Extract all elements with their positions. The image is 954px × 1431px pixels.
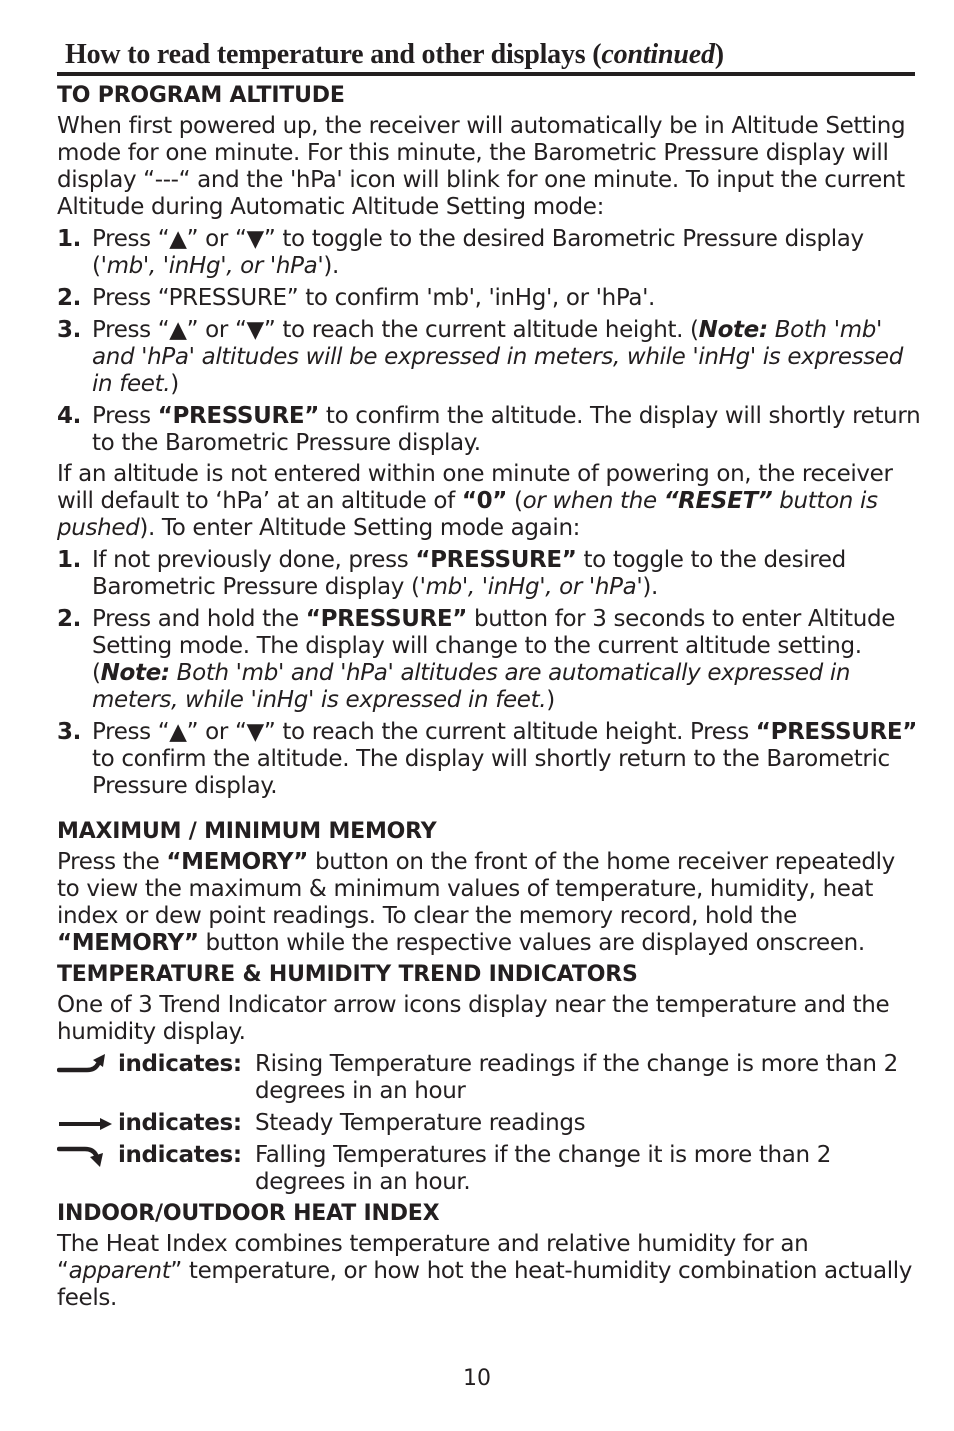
altitude-step [57,547,923,601]
para-text: ). To enter Altitude Setting mode again: [139,515,581,541]
title-rule [57,72,915,76]
page-number: 10 [463,1366,491,1391]
note-text: Both 'mb' and 'hPa' altitudes are automatically expressed in meters, while 'inHg' is expressed in feet. [92,660,851,713]
altitude-step [57,606,923,714]
trend-text: Steady Temperature readings [255,1110,586,1136]
para-text: ” temperature, or how hot the heat-humidity combination actually feels. [57,1258,913,1311]
trend-label: indicates: [118,1142,242,1168]
step-number: 1. [57,226,82,252]
para-text: Press the [57,849,167,875]
title-end: ) [714,39,724,70]
step-text-end: ). [642,574,658,600]
memory-button-label: “MEMORY” [57,930,199,956]
para-text: button while the respective values are displayed onscreen. [198,930,865,956]
page-content [57,82,923,1312]
step-text: Press and hold the [92,606,306,632]
step-number: 2. [57,606,82,632]
altitude-default-paragraph [57,461,923,542]
heat-index-paragraph [57,1231,923,1312]
note-label: Note: [698,317,768,343]
step-number: 4. [57,403,82,429]
altitude-step [57,317,923,398]
reset-label: “RESET” [663,488,773,514]
memory-paragraph [57,849,923,957]
step-text: Press [92,403,158,429]
step-bold: “PRESSURE” [305,606,468,632]
step-text: Press “▲” or “▼” to reach the current altitude height. Press [92,719,756,745]
falling-arrow-icon [57,1142,113,1169]
title-italic: continued [601,39,715,70]
trend-item-steady [57,1110,923,1137]
step-text: Press “PRESSURE” to confirm 'mb', 'inHg', or 'hPa'. [92,285,656,311]
trend-intro: One of 3 Trend Indicator arrow icons display near the temperature and the humidity display. [57,992,890,1045]
para-text: button on the front of the home receiver repeatedly to view the maximum & minimum values of temperature, humidity, heat index or dew point readings. To clear the memory record, hold the [57,849,895,929]
para-text: ( [507,488,523,514]
step-bold: “PRESSURE” [755,719,918,745]
zero-value: “0” [461,488,507,514]
para-text: The Heat Index combines temperature and relative humidity for an “ [57,1231,809,1284]
trend-text: Falling Temperatures if the change it is more than 2 degrees in an hour. [255,1142,831,1195]
heat-index-heading: INDOOR/OUTDOOR HEAT INDEX [57,1201,440,1226]
step-number: 1. [57,547,82,573]
step-text-end: ). [323,253,339,279]
memory-heading: MAXIMUM / MINIMUM MEMORY [57,819,437,844]
steady-arrow-icon [57,1110,113,1137]
note-label: Note: [100,660,170,686]
altitude-step [57,226,923,280]
step-text: If not previously done, press [92,547,416,573]
step-number: 3. [57,719,82,745]
step-text: Press “▲” or “▼” to toggle to the desired Barometric Pressure display ( [92,226,864,279]
step-text-end: to confirm the altitude. The display will shortly return to the Barometric Pressure display. [92,746,890,799]
step-text: to toggle to the desired Barometric Pressure display ( [92,547,846,600]
rising-arrow-icon [57,1051,113,1078]
altitude-intro: When first powered up, the receiver will automatically be in Altitude Setting mode for one minute. For this minute, the Barometric Pressure display will display “---“ and the 'hPa' icon will blink for one minute. To input the current Altitude during Automatic Altitude Setting mode: [57,113,906,220]
para-italic: button is pushed [57,488,878,541]
step-italic: 'mb', 'inHg', or 'hPa' [100,253,324,279]
step-number: 3. [57,317,82,343]
para-italic: or when the [522,488,664,514]
trend-text: Rising Temperature readings if the change is more than 2 degrees in an hour [255,1051,898,1104]
step-text-end: ) [170,371,179,397]
step-text: button for 3 seconds to enter Altitude Setting mode. The display will change to the current altitude setting. ( [92,606,895,686]
altitude-step [57,285,923,312]
step-text-end: to confirm the altitude. The display will shortly return to the Barometric Pressure display. [92,403,921,456]
altitude-step [57,403,923,457]
title-text: How to read temperature and other displays ( [65,39,602,70]
page-title [65,38,915,72]
para-italic: apparent [68,1258,171,1284]
trend-label: indicates: [118,1110,242,1136]
trend-item-rising [57,1051,923,1105]
step-bold: “PRESSURE” [415,547,577,573]
step-bold: “PRESSURE” [157,403,319,429]
memory-button-label: “MEMORY” [166,849,308,875]
trend-label: indicates: [118,1051,242,1077]
note-text: Both 'mb' and 'hPa' altitudes will be expressed in meters, while 'inHg' is expressed in feet. [92,317,903,397]
step-italic: 'mb', 'inHg', or 'hPa' [419,574,643,600]
altitude-step [57,719,923,800]
trend-item-falling [57,1142,923,1196]
step-number: 2. [57,285,82,311]
step-text: Press “▲” or “▼” to reach the current altitude height. ( [92,317,699,343]
altitude-heading: TO PROGRAM ALTITUDE [57,83,345,108]
trend-heading: TEMPERATURE & HUMIDITY TREND INDICATORS [57,962,638,987]
para-text: If an altitude is not entered within one minute of powering on, the receiver will default to ‘hPa’ at an altitude of [57,461,893,514]
step-text-end: ) [546,687,555,713]
